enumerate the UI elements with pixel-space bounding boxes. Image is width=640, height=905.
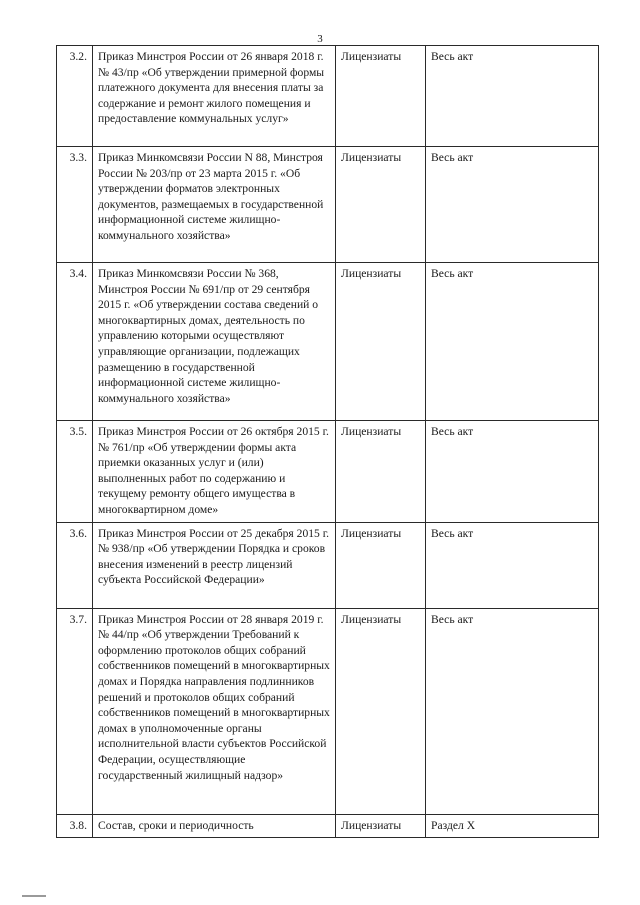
row-number: 3.8.: [57, 814, 93, 838]
table-row: [57, 522, 599, 608]
row-number: 3.7.: [57, 608, 93, 814]
table-row: [57, 814, 599, 838]
subject-cell: Лицензиаты: [336, 421, 426, 523]
table-row: [57, 46, 599, 147]
scope-cell: Раздел Х: [426, 814, 599, 838]
document-title: Приказ Минстроя России от 26 октября 2015 г. № 761/пр «Об утверждении формы акта приемки оказанных услуг и (или) выполненных работ по содержанию и текущему ремонту общего имущества в многоквартирном доме»: [93, 421, 336, 523]
subject-cell: Лицензиаты: [336, 263, 426, 421]
subject-cell: Лицензиаты: [336, 608, 426, 814]
legal-acts-table: [56, 45, 599, 838]
document-title: Приказ Минкомсвязи России N 88, Минстроя России № 203/пр от 23 марта 2015 г. «Об утверждении форматов электронных документов, размещаемых в государственной информационной системе жилищно-коммунального хозяйства»: [93, 147, 336, 263]
scope-cell: Весь акт: [426, 46, 599, 147]
document-title: Приказ Минстроя России от 26 января 2018 г. № 43/пр «Об утверждении примерной формы платежного документа для внесения платы за содержание и ремонт жилого помещения и предоставление коммунальных услуг»: [93, 46, 336, 147]
row-number: 3.4.: [57, 263, 93, 421]
subject-cell: Лицензиаты: [336, 814, 426, 838]
row-number: 3.5.: [57, 421, 93, 523]
scope-cell: Весь акт: [426, 263, 599, 421]
subject-cell: Лицензиаты: [336, 147, 426, 263]
document-title: Приказ Минкомсвязи России № 368, Минстроя России № 691/пр от 29 сентября 2015 г. «Об утверждении состава сведений о многоквартирных домах, деятельность по управлению которыми осуществляют управляющие организации, подлежащих размещению в государственной информационной системе жилищно-коммунального хозяйства»: [93, 263, 336, 421]
row-number: 3.3.: [57, 147, 93, 263]
table-row: [57, 608, 599, 814]
subject-cell: Лицензиаты: [336, 46, 426, 147]
page-number: 3: [317, 33, 323, 45]
document-title: Приказ Минстроя России от 25 декабря 2015 г. № 938/пр «Об утверждении Порядка и сроков внесения изменений в реестр лицензий субъекта Российской Федерации»: [93, 522, 336, 608]
row-number: 3.2.: [57, 46, 93, 147]
subject-cell: Лицензиаты: [336, 522, 426, 608]
scope-cell: Весь акт: [426, 421, 599, 523]
document-title: Состав, сроки и периодичность: [93, 814, 336, 838]
scope-cell: Весь акт: [426, 522, 599, 608]
scope-cell: Весь акт: [426, 147, 599, 263]
document-title: Приказ Минстроя России от 28 января 2019 г. № 44/пр «Об утверждении Требований к оформлению протоколов общих собраний собственников помещений в многоквартирных домах и Порядка направления подлинников решений и протоколов общих собраний собственников помещений в многоквартирных домах в уполномоченные органы исполнительной власти субъектов Российской Федерации, осуществляющие государственный жилищный надзор»: [93, 608, 336, 814]
scope-cell: Весь акт: [426, 608, 599, 814]
table-row: [57, 147, 599, 263]
row-number: 3.6.: [57, 522, 93, 608]
table-row: [57, 421, 599, 523]
scan-edge-mark: [22, 895, 46, 897]
table-row: [57, 263, 599, 421]
